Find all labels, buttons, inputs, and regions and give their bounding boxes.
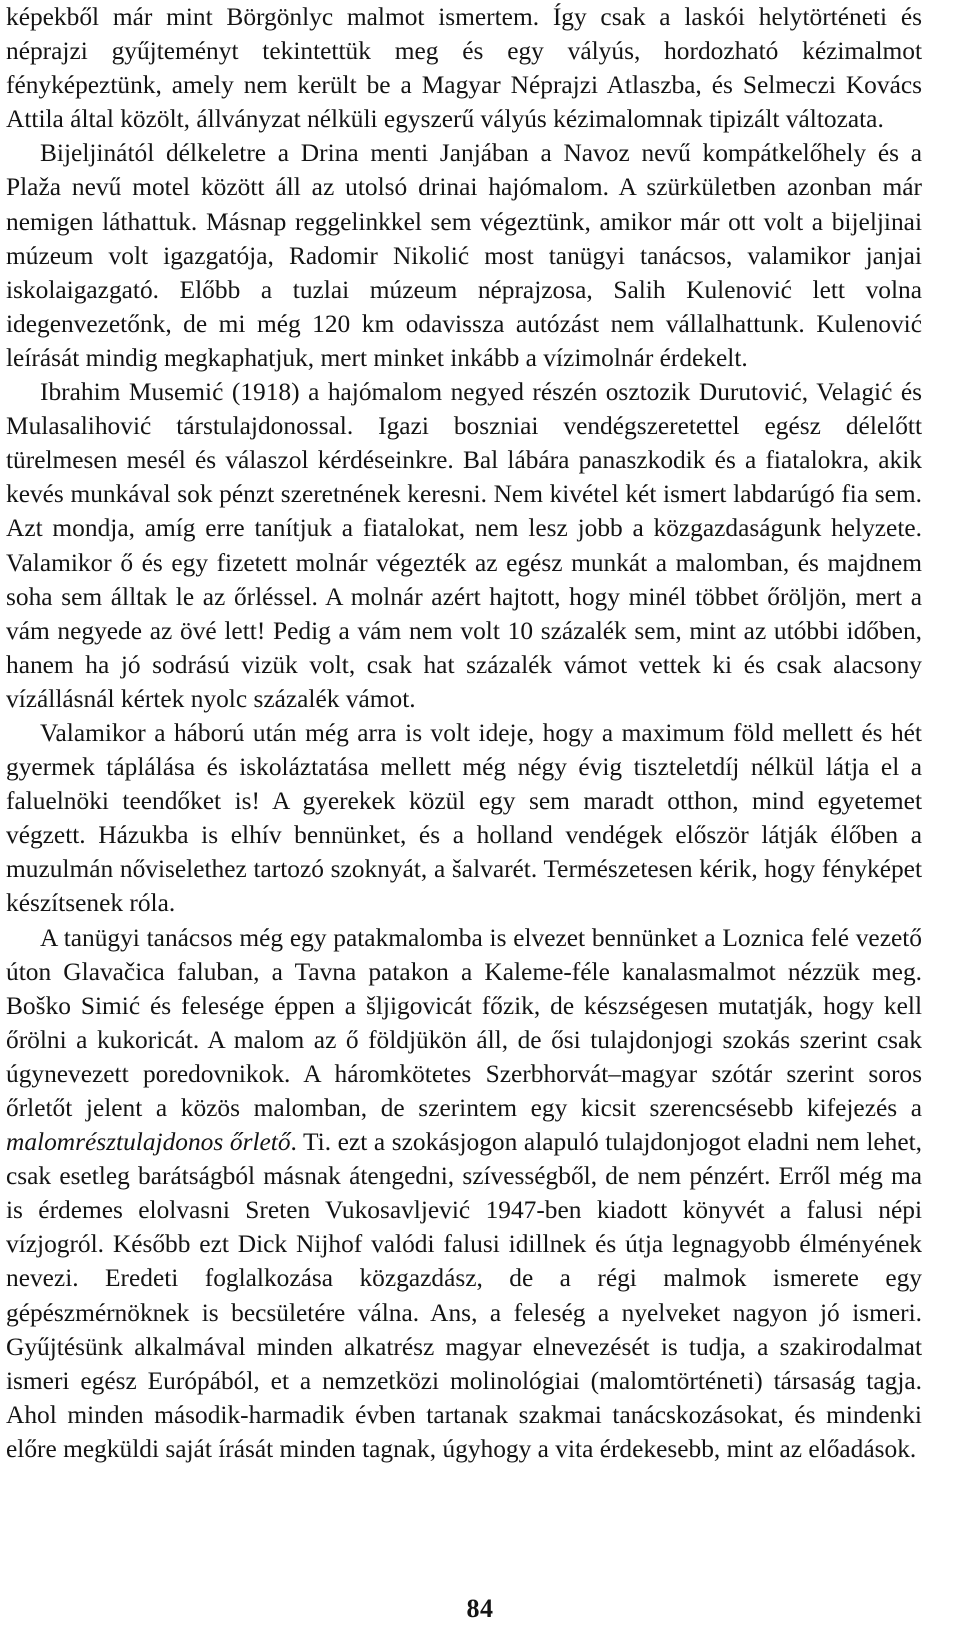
paragraph-4: Valamikor a háború után még arra is volt ideje, hogy a maximum föld mellett és hét gyermek táplálása és iskoláztatása mellett még négy évig tiszteletdíj nélkül látja el a faluelnöki teendőket is! A gyerekek közül egy sem maradt otthon, mind egyetemet végzett. Házukba is elhív bennünket, és a holland vendégek először látják élőben a muzulmán nőviselethez tartozó szoknyát, a šalvarét. Természetesen kérik, hogy fényképet készítsenek róla. (6, 718, 922, 918)
paragraph-2: Bijeljinától délkeletre a Drina menti Janjában a Navoz nevű kompátkelőhely és a Plaža nevű motel között áll az utolsó drinai hajómalom. A szürkületben azonban már nemigen láthattuk. Másnap reggelinkkel sem végeztünk, amikor már ott volt a bijeljinai múzeum volt igazgatója, Radomir Nikolić most tanügyi tanácsos, valamikor janjai iskolaigazgató. Előbb a tuzlai múzeum néprajzosa, Salih Kulenović lett volna idegenvezetőnk, de mi még 120 km odavissza autózást nem vállalhattunk. Kulenović leírását mindig megkaphatjuk, mert minket inkább a vízimolnár érdekelt. (6, 139, 922, 372)
page-body (6, 0, 922, 1466)
paragraph-5-text-after: . Ti. ezt a szokásjogon alapuló tulajdonjogot eladni nem lehet, csak esetleg barátságból másnak átengedni, szívességből, de nem pénzért. Erről még ma is érdemes elolvasni Sreten Vukosavljević 1947-ben kiadott könyvét a falusi népi vízjogról. Később ezt Dick Nijhof valódi falusi idillnek és útja legnagyobb élményének nevezi. Eredeti foglalkozása közgazdász, de a régi malmok ismerete egy gépészmérnöknek is becsületére válna. Ans, a feleség a nyelveket nagyon jó ismeri. Gyűjtésünk alkalmával minden alkatrész magyar elnevezését is tudja, a szakirodalmat ismeri egész Európából, et a nemzetközi molinológiai (malomtörténeti) társaság tagja. Ahol minden második-harmadik évben tartanak szakmai tanácskozásokat, és mindenki előre megküldi saját írását minden tagnak, úgyhogy a vita érdekesebb, mint az előadások. (6, 1128, 923, 1463)
paragraph-5-italic-term: malomrésztulajdonos őrlető (6, 1128, 291, 1157)
paragraph-5-text-before: A tanügyi tanácsos még egy patakmalomba is elvezet bennünket a Loznica felé vezető úton Glavačica faluban, a Tavna patakon a Kaleme-féle kanalasmalmot nézzük meg. Boško Simić és felesége éppen a šljigovicát főzik, de készségesen mutatják, hogy kell őrölni a kukoricát. A malom az ő földjükön áll, de ősi tulajdonjogi szokás szerint csak úgynevezett poredovnikok. A háromkötetes Szerbhorvát–magyar szótár szerint soros őrletőt jelent a közös malomban, de szerintem egy kicsit szerencsésebb kifejezés a (6, 923, 922, 1122)
page-number: 84 (466, 1594, 494, 1623)
paragraph-3: Ibrahim Musemić (1918) a hajómalom negyed részén osztozik Durutović, Velagić és Mulasalihović társtulajdonossal. Igazi boszniai vendégszeretettel egész délelőtt türelmesen mesél és válaszol kérdéseinkre. Bal lábára panaszkodik és a fiatalokra, akik kevés munkával sok pénzt szeretnének keresni. Nem kivétel két ismert labdarúgó fia sem. Azt mondja, amíg erre tanítjuk a fiatalokat, nem lesz jobb a közgazdaságunk helyzete. Valamikor ő és egy fizetett molnár végezték az egész munkát a malomban, és majdnem soha sem álltak le az őrléssel. A molnár azért hajtott, hogy minél többet őröljön, mert a vám negyede az övé lett! Pedig a vám nem volt 10 százalék sem, mint az utóbbi időben, hanem ha jó sodrású vizük volt, csak hat százalék vámot vettek ki és csak alacsony vízállásnál kértek nyolc százalék vámot. (6, 378, 922, 713)
paragraph-5 (6, 921, 922, 1467)
paragraph-1: képekből már mint Börgönlyc malmot ismertem. Így csak a laskói helytörténeti és néprajzi gyűjteményt tekintettük meg és egy vályús, hordozható kézimalmot fényképeztünk, amely nem került be a Magyar Néprajzi Atlaszba, és Selmeczi Kovács Attila által közölt, állványzat nélküli egyszerű vályús kézimalomnak tipizált változata. (6, 3, 922, 134)
